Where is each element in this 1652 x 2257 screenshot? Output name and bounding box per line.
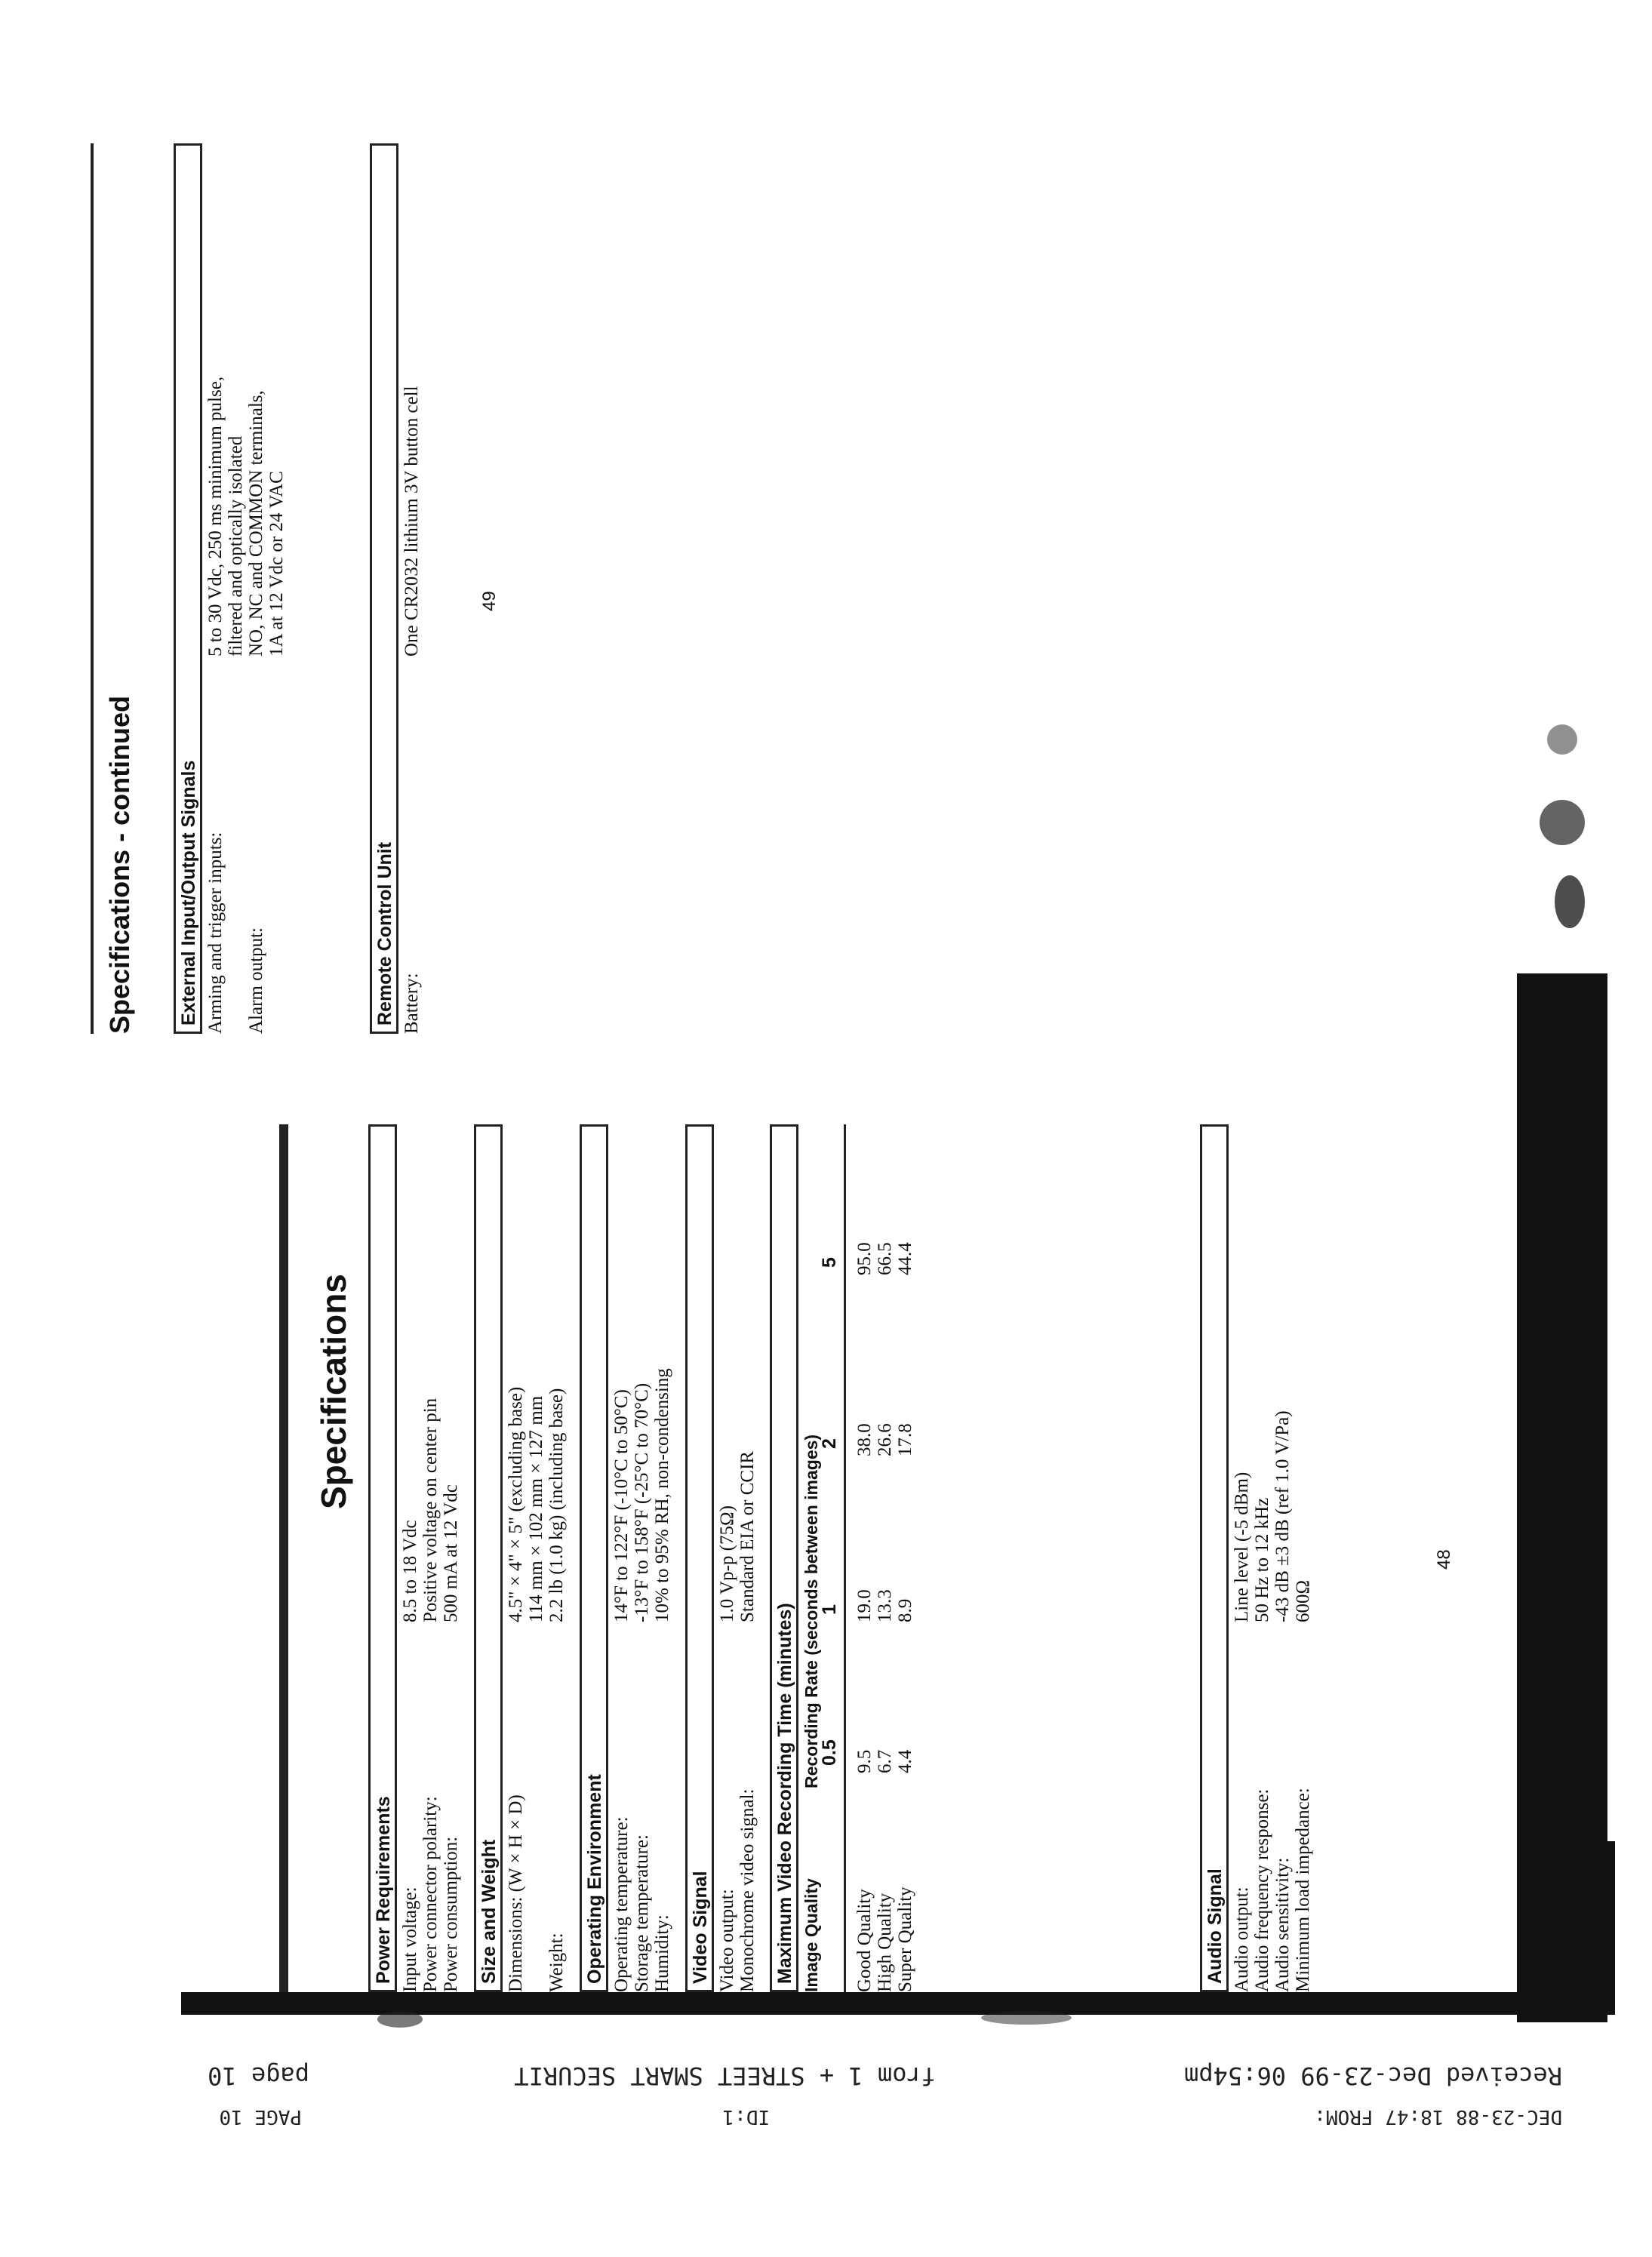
io-label: Arming and trigger inputs: [205,832,226,1034]
page-number-48-wrap [1434,1524,1464,1570]
spec-page-48 [279,1124,915,1992]
io-label: Alarm output: [246,927,266,1034]
io-value: NO, NC and COMMON terminals, [246,390,266,656]
quality-label: Super Quality [895,1886,915,1992]
size-label: Dimensions: (W × H × D) [506,1794,526,1992]
env-label: Operating temperature: [611,1816,632,1992]
audio-label: Audio output: [1232,1886,1252,1992]
fax-page-stamp: PAGE 10 [219,2105,302,2128]
col-head-quality: Image Quality [801,1878,821,1992]
rec-cell: 4.4 [895,1749,915,1773]
section-audio [1200,1124,1229,1992]
env-value: -13°F to 158°F (-25°C to 70°C) [632,1382,652,1622]
section-heading: Operating Environment [584,1774,605,1984]
section-heading: Video Signal [690,1871,711,1984]
rec-cell: 95.0 [854,1242,875,1275]
fax-sender-stamp: DEC-23-88 18:47 FROM: [1314,2105,1562,2128]
section-power [368,1124,397,1992]
rate-head: 1 [819,1604,840,1615]
video-label: Video output: [717,1889,737,1992]
section-heading: Size and Weight [478,1839,500,1984]
audio-value: 50 Hz to 12 kHz [1252,1497,1272,1622]
col-head-rate: Recording Rate (seconds between images) [801,1434,821,1788]
fax-from-line: from 1 + STREET SMART SECURIT [514,2062,936,2090]
rate-head: 5 [819,1257,840,1268]
quality-label: High Quality [875,1893,895,1992]
section-io [174,143,202,1034]
rec-cell: 8.9 [895,1598,915,1622]
power-label: Input voltage: [400,1886,420,1992]
size-value: 4.5" × 4" × 5" (excluding base) [506,1386,526,1622]
section-heading: Remote Control Unit [374,841,395,1025]
fax-id-stamp: ID:1 [722,2105,770,2128]
section-heading: External Input/Output Signals [178,760,199,1025]
remote-value: One CR2032 lithium 3V button cell [401,386,422,656]
rec-cell: 17.8 [895,1423,915,1456]
rec-cell: 26.6 [875,1423,895,1456]
section-heading: Maximum Video Recording Time (minutes) [774,1603,795,1984]
scan-speck [981,2011,1072,2025]
page-number: 48 [1434,1549,1454,1570]
size-value: 2.2 lb (1.0 kg) (including base) [546,1388,567,1622]
power-value: Positive voltage on center pin [420,1398,441,1622]
fax-header [91,2045,1562,2143]
page-title: Specifications [314,1274,353,1509]
scan-speck [1547,724,1577,755]
section-heading: Audio Signal [1204,1868,1226,1984]
scan-speck [377,2011,423,2028]
rec-cell: 44.4 [895,1242,915,1275]
video-label: Monochrome video signal: [737,1788,758,1992]
io-value: 5 to 30 Vdc, 250 ms minimum pulse, [205,376,226,656]
title-rule [91,143,94,1034]
env-label: Storage temperature: [632,1834,652,1992]
rec-cell: 9.5 [854,1749,875,1773]
power-value: 500 mA at 12 Vdc [441,1484,461,1622]
video-value: 1.0 Vp-p (75Ω) [717,1505,737,1622]
scan-speck [1540,800,1585,845]
power-label: Power connector polarity: [420,1796,441,1992]
audio-value: 600Ω [1293,1579,1313,1622]
fax-page-label: page 10 [208,2062,309,2090]
io-value: 1A at 12 Vdc or 24 VAC [266,471,287,656]
audio-value: -43 dB ±3 dB (ref 1.0 V/Pa) [1272,1410,1293,1622]
scan-edge-right-lower [1547,1841,1615,2015]
video-value: Standard EIA or CCIR [737,1450,758,1622]
rate-head: 2 [819,1438,840,1449]
rec-cell: 19.0 [854,1589,875,1622]
spec-page-48-audio [1200,1124,1336,1992]
io-value: filtered and optically isolated [226,435,246,656]
section-size [474,1124,503,1992]
power-label: Power consumption: [441,1836,461,1992]
rec-cell: 38.0 [854,1423,875,1456]
section-remote [370,143,398,1034]
section-environment [580,1124,608,1992]
section-video [685,1124,714,1992]
audio-label: Audio frequency response: [1252,1788,1272,1992]
spec-page-49 [91,143,513,1034]
quality-label: Good Quality [854,1889,875,1992]
power-value: 8.5 to 18 Vdc [400,1520,420,1622]
remote-label: Battery: [401,973,422,1034]
rate-head: 0.5 [819,1739,840,1766]
audio-label: Minimum load impedance: [1293,1788,1313,1992]
page-title: Specifications - continued [104,695,135,1034]
size-value: 114 mm × 102 mm × 127 mm [526,1395,546,1622]
page-number: 49 [479,591,500,611]
fax-received: Received Dec-23-99 06:54pm [1184,2062,1562,2090]
env-value: 10% to 95% RH, non-condensing [652,1368,672,1622]
title-rule [279,1124,288,1992]
env-label: Humidity: [652,1914,672,1992]
size-label: Weight: [546,1933,567,1992]
rec-cell: 66.5 [875,1242,895,1275]
audio-label: Audio sensitivity: [1272,1857,1293,1992]
env-value: 14°F to 122°F (-10°C to 50°C) [611,1389,632,1622]
audio-value: Line level (-5 dBm) [1232,1471,1252,1622]
scan-speck [1555,875,1585,928]
table-rule [844,1124,846,1992]
rec-cell: 13.3 [875,1589,895,1622]
rec-cell: 6.7 [875,1749,895,1773]
section-recording [770,1124,798,1992]
section-heading: Power Requirements [373,1796,394,1984]
